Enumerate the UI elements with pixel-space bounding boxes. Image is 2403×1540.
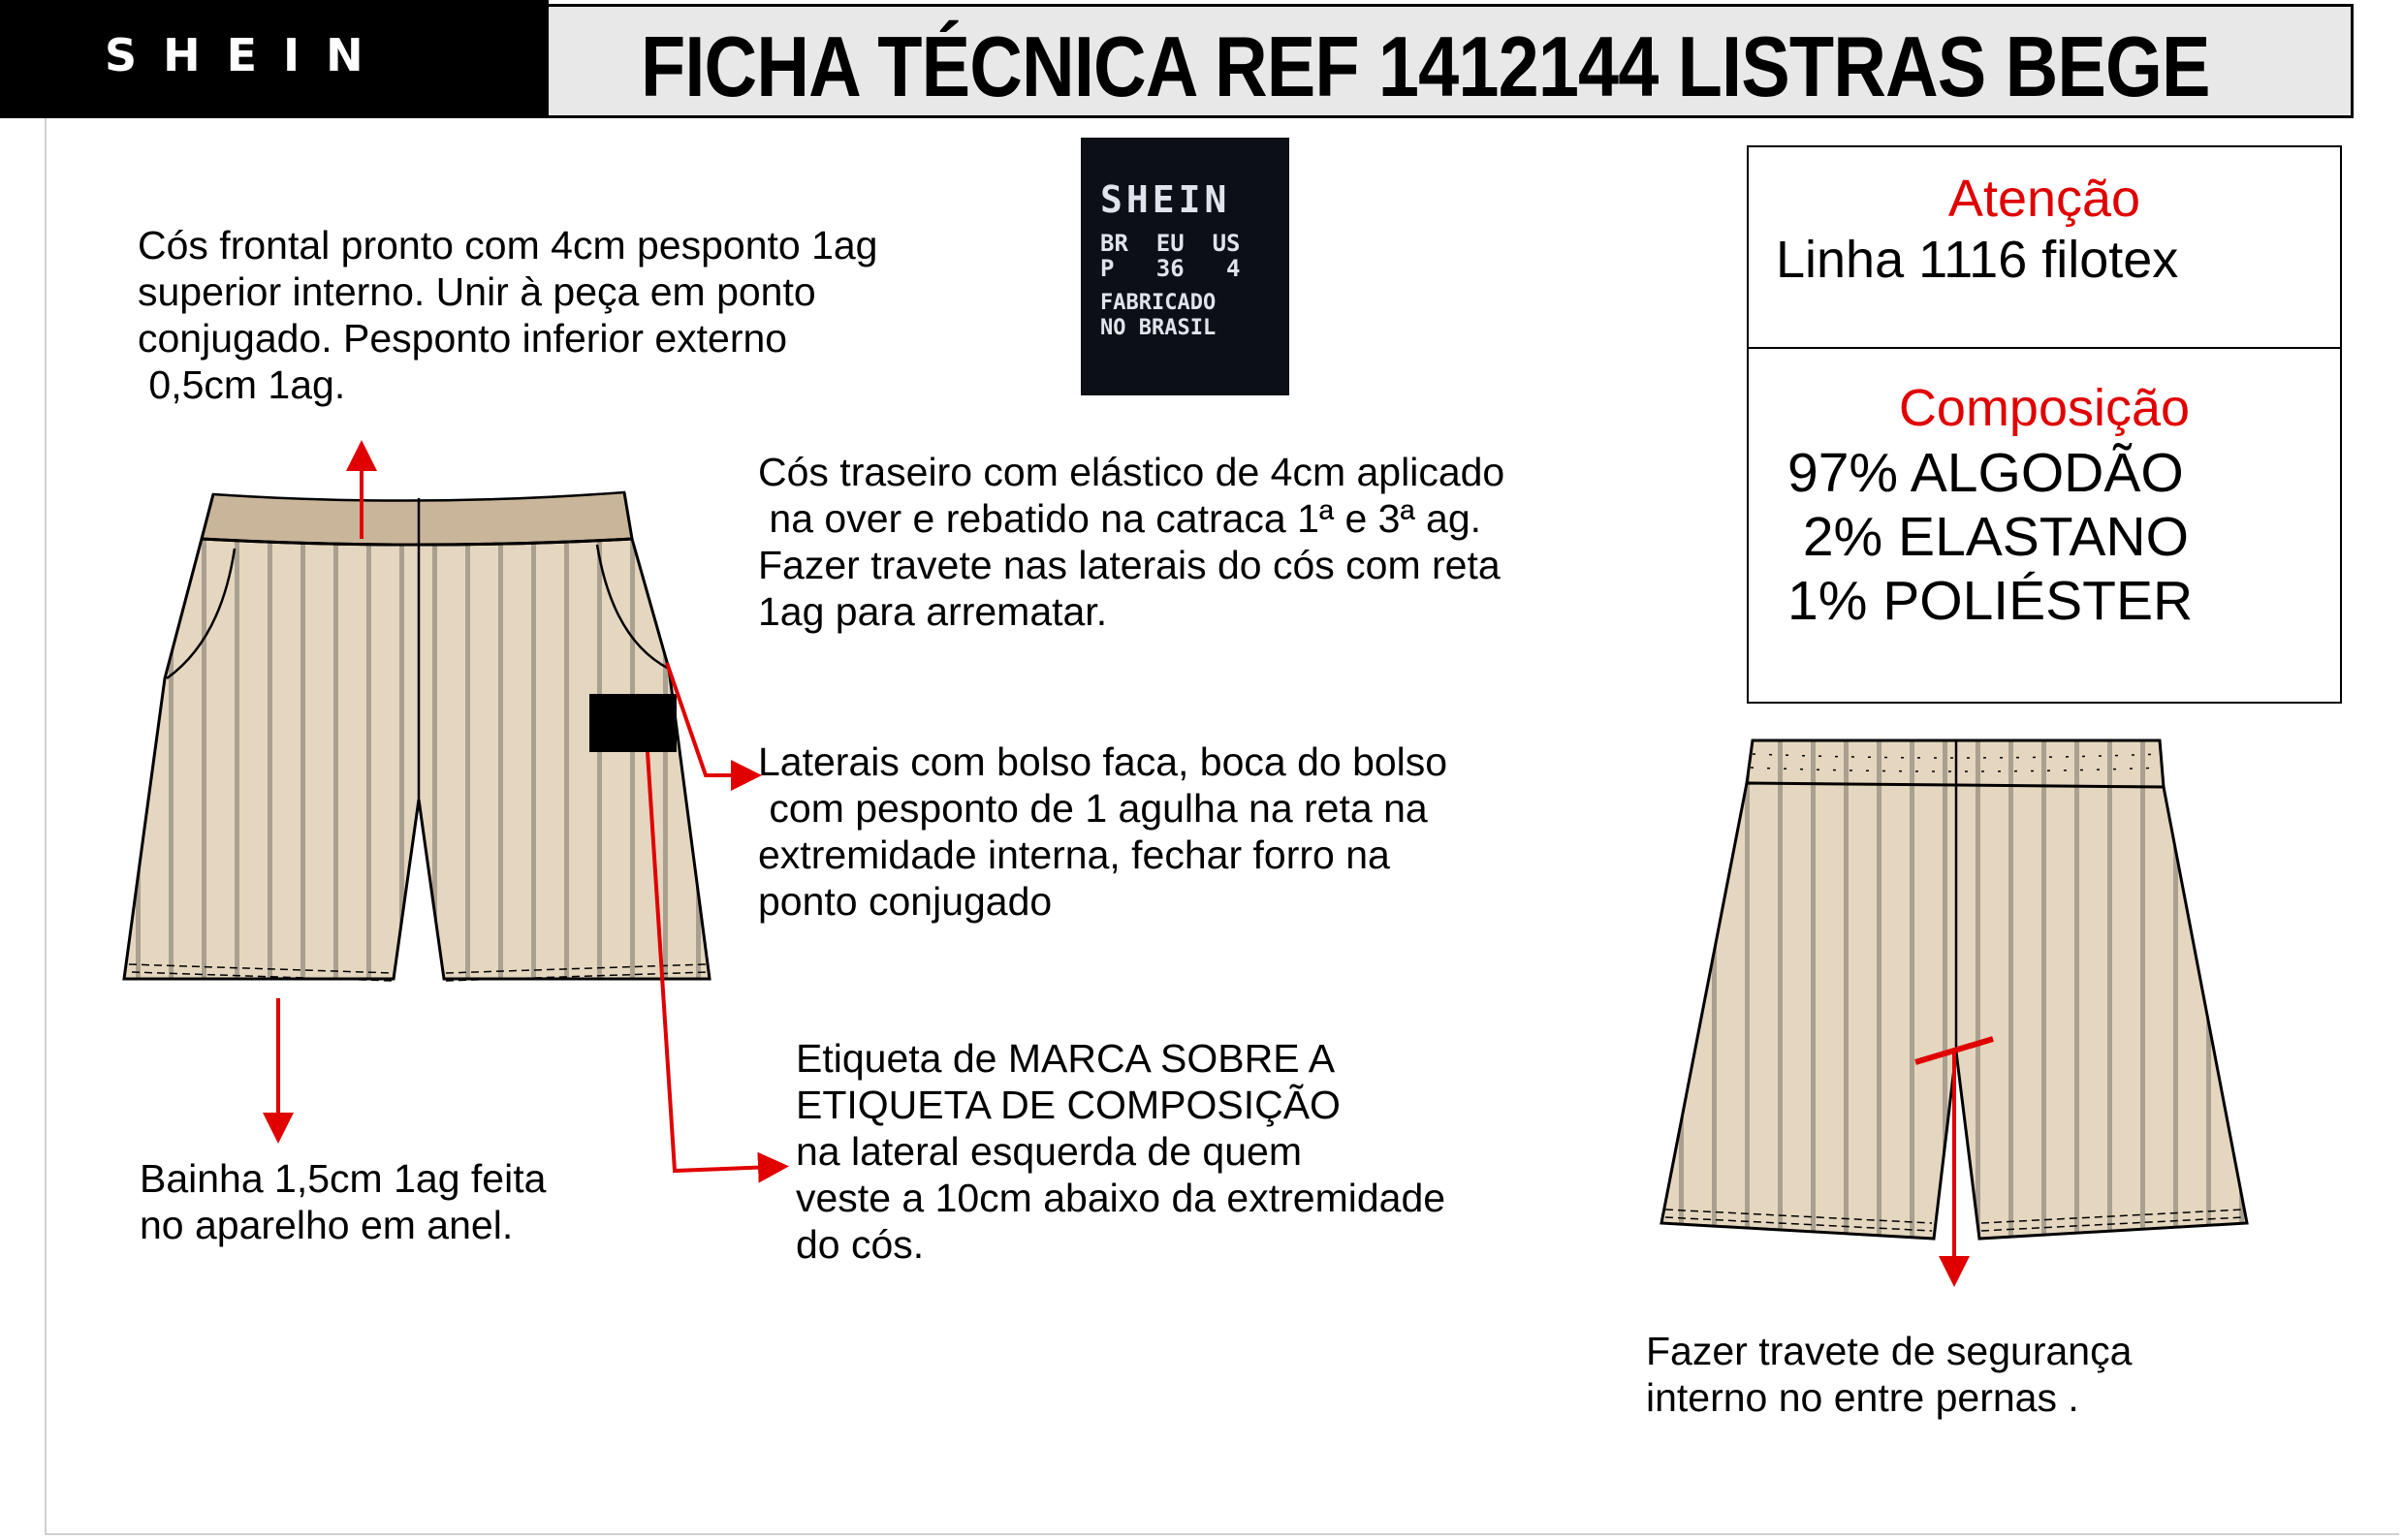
note-brand-label: Etiqueta de MARCA SOBRE A ETIQUETA DE COMPOSIÇÃO na lateral esquerda de quem veste a 10cm abaixo da extremidade do cós.: [796, 1036, 1446, 1267]
brand-logo: SHEIN: [105, 29, 390, 81]
note-crotch: Fazer travete de segurança interno no entre pernas .: [1646, 1329, 2133, 1420]
note-pockets: Laterais com bolso faca, boca do bolso com pesponto de 1 agulha na reta na extremidade interna, fechar forro na ponto conjugado: [758, 739, 1448, 924]
note-front-waistband: Cós frontal pronto com 4cm pesponto 1ag superior interno. Unir à peça em ponto conjugado. Pesponto inferior externo 0,5cm 1ag.: [138, 223, 878, 407]
attention-body: Linha 1116 filotex: [1776, 231, 2179, 289]
label-tag-brand: SHEIN: [1100, 178, 1231, 221]
page-title: FICHA TÉCNICA REF 1412144 LISTRAS BEGE: [641, 18, 2210, 114]
note-back-waistband: Cós traseiro com elástico de 4cm aplicado na over e rebatido na catraca 1ª e 3ª ag. Fazer travete nas laterais do cós com reta 1ag para arrematar.: [758, 450, 1505, 634]
label-position-marker: [589, 694, 677, 752]
note-hem: Bainha 1,5cm 1ag feita no aparelho em anel.: [140, 1156, 547, 1247]
composition-heading: Composição: [1898, 379, 2191, 437]
label-tag-made-in: FABRICADO NO BRASIL: [1100, 291, 1217, 340]
label-tag-sizes: BR EU US P 36 4: [1100, 230, 1241, 282]
attention-heading: Atenção: [1947, 170, 2141, 228]
front-shorts-drawing: [124, 492, 710, 981]
composition-body: 97% ALGODÃO 2% ELASTANO 1% POLIÉSTER: [1787, 442, 2194, 632]
